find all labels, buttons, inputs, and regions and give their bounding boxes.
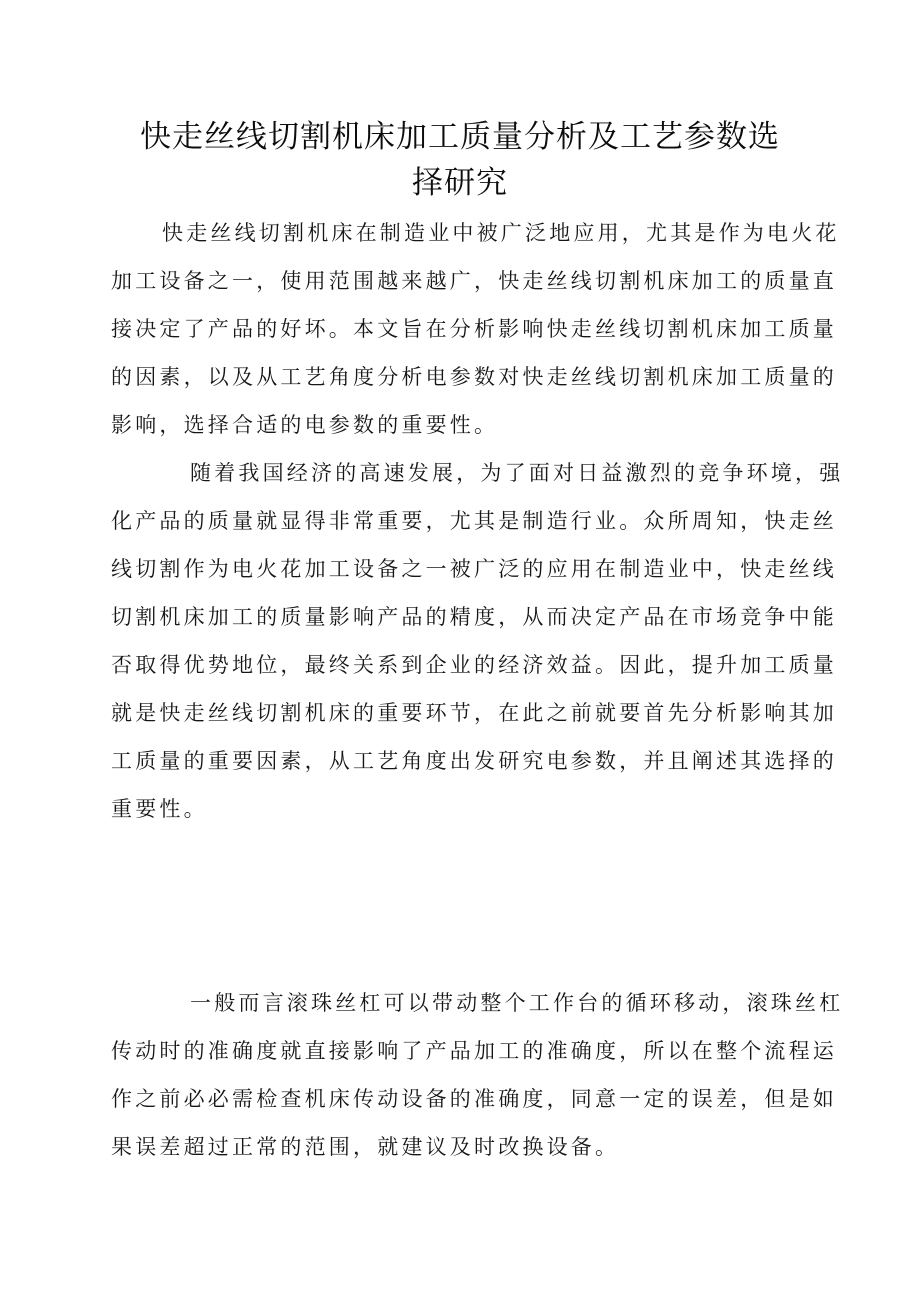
paragraph-line: 作之前必必需检查机床传动设备的准确度，同意一定的误差，但是如	[111, 1087, 837, 1111]
document-title-line-1: 快走丝线切割机床加工质量分析及工艺参数选	[140, 119, 780, 155]
paragraph-line: 重要性。	[111, 797, 208, 821]
paragraph-line: 线切割作为电火花加工设备之一被广泛的应用在制造业中，快走丝线	[111, 557, 837, 581]
paragraph-line: 接决定了产品的好坏。本文旨在分析影响快走丝线切割机床加工质量	[111, 317, 837, 341]
paragraph-line: 加工设备之一，使用范围越来越广，快走丝线切割机床加工的质量直	[111, 269, 837, 293]
paragraph-line: 随着我国经济的高速发展，为了面对日益激烈的竞争环境，强	[190, 461, 844, 485]
paragraph-line: 快走丝线切割机床在制造业中被广泛地应用，尤其是作为电火花	[162, 221, 840, 245]
paragraph-line: 切割机床加工的质量影响产品的精度，从而决定产品在市场竞争中能	[111, 605, 837, 629]
paragraph-line: 传动时的准确度就直接影响了产品加工的准确度，所以在整个流程运	[111, 1039, 837, 1063]
paragraph-line: 化产品的质量就显得非常重要，尤其是制造行业。众所周知，快走丝	[111, 509, 837, 533]
paragraph-line: 否取得优势地位，最终关系到企业的经济效益。因此，提升加工质量	[111, 653, 837, 677]
paragraph-line: 工质量的重要因素，从工艺角度出发研究电参数，并且阐述其选择的	[111, 749, 837, 773]
paragraph-line: 的因素，以及从工艺角度分析电参数对快走丝线切割机床加工质量的	[111, 365, 837, 389]
paragraph-line: 就是快走丝线切割机床的重要环节，在此之前就要首先分析影响其加	[111, 701, 837, 725]
paragraph-line: 一般而言滚珠丝杠可以带动整个工作台的循环移动，滚珠丝杠	[190, 991, 844, 1015]
paragraph-line: 果误差超过正常的范围，就建议及时改换设备。	[111, 1135, 620, 1159]
document-title-line-2: 择研究	[412, 165, 508, 201]
paragraph-line: 影响，选择合适的电参数的重要性。	[111, 413, 499, 437]
